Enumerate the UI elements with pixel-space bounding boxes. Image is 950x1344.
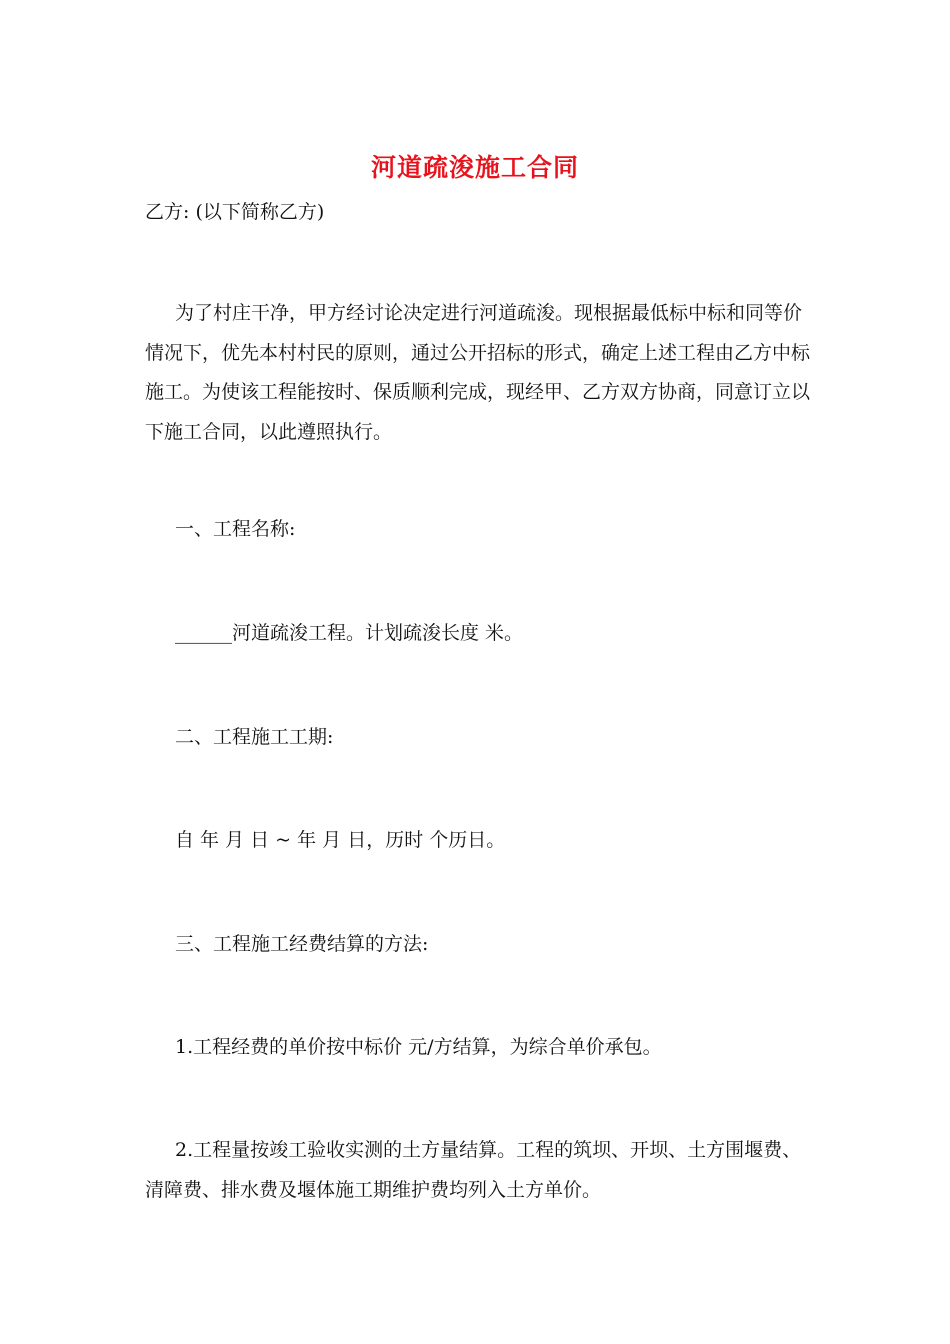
section1-heading: 一、工程名称:	[175, 518, 296, 540]
intro-paragraph: 为了村庄干净，甲方经讨论决定进行河道疏浚。现根据最低标中标和同等价情况下，优先本村村民的原则，通过公开招标的形式，确定上述工程由乙方中标施工。为使该工程能按时、保质顺利完成，现经甲、乙方双方协商，同意订立以下施工合同，以此遵照执行。	[145, 302, 811, 443]
document-title: 河道疏浚施工合同	[370, 153, 579, 182]
section3-item-2: 2.工程量按竣工验收实测的土方量结算。工程的筑坝、开坝、土方围堰费、清障费、排水费及堰体施工期维护费均列入土方单价。	[145, 1139, 802, 1201]
section3-heading: 三、工程施工经费结算的方法:	[175, 933, 429, 955]
section1-body: ______河道疏浚工程。计划疏浚长度 米。	[175, 622, 524, 644]
party-b-line: 乙方: (以下简称乙方)	[145, 201, 325, 223]
section2-heading: 二、工程施工工期:	[175, 726, 334, 748]
section2-body: 自 年 月 日 ~ 年 月 日，历时 个历日。	[175, 829, 506, 851]
section3-item-1: 1.工程经费的单价按中标价 元/方结算，为综合单价承包。	[175, 1036, 662, 1058]
